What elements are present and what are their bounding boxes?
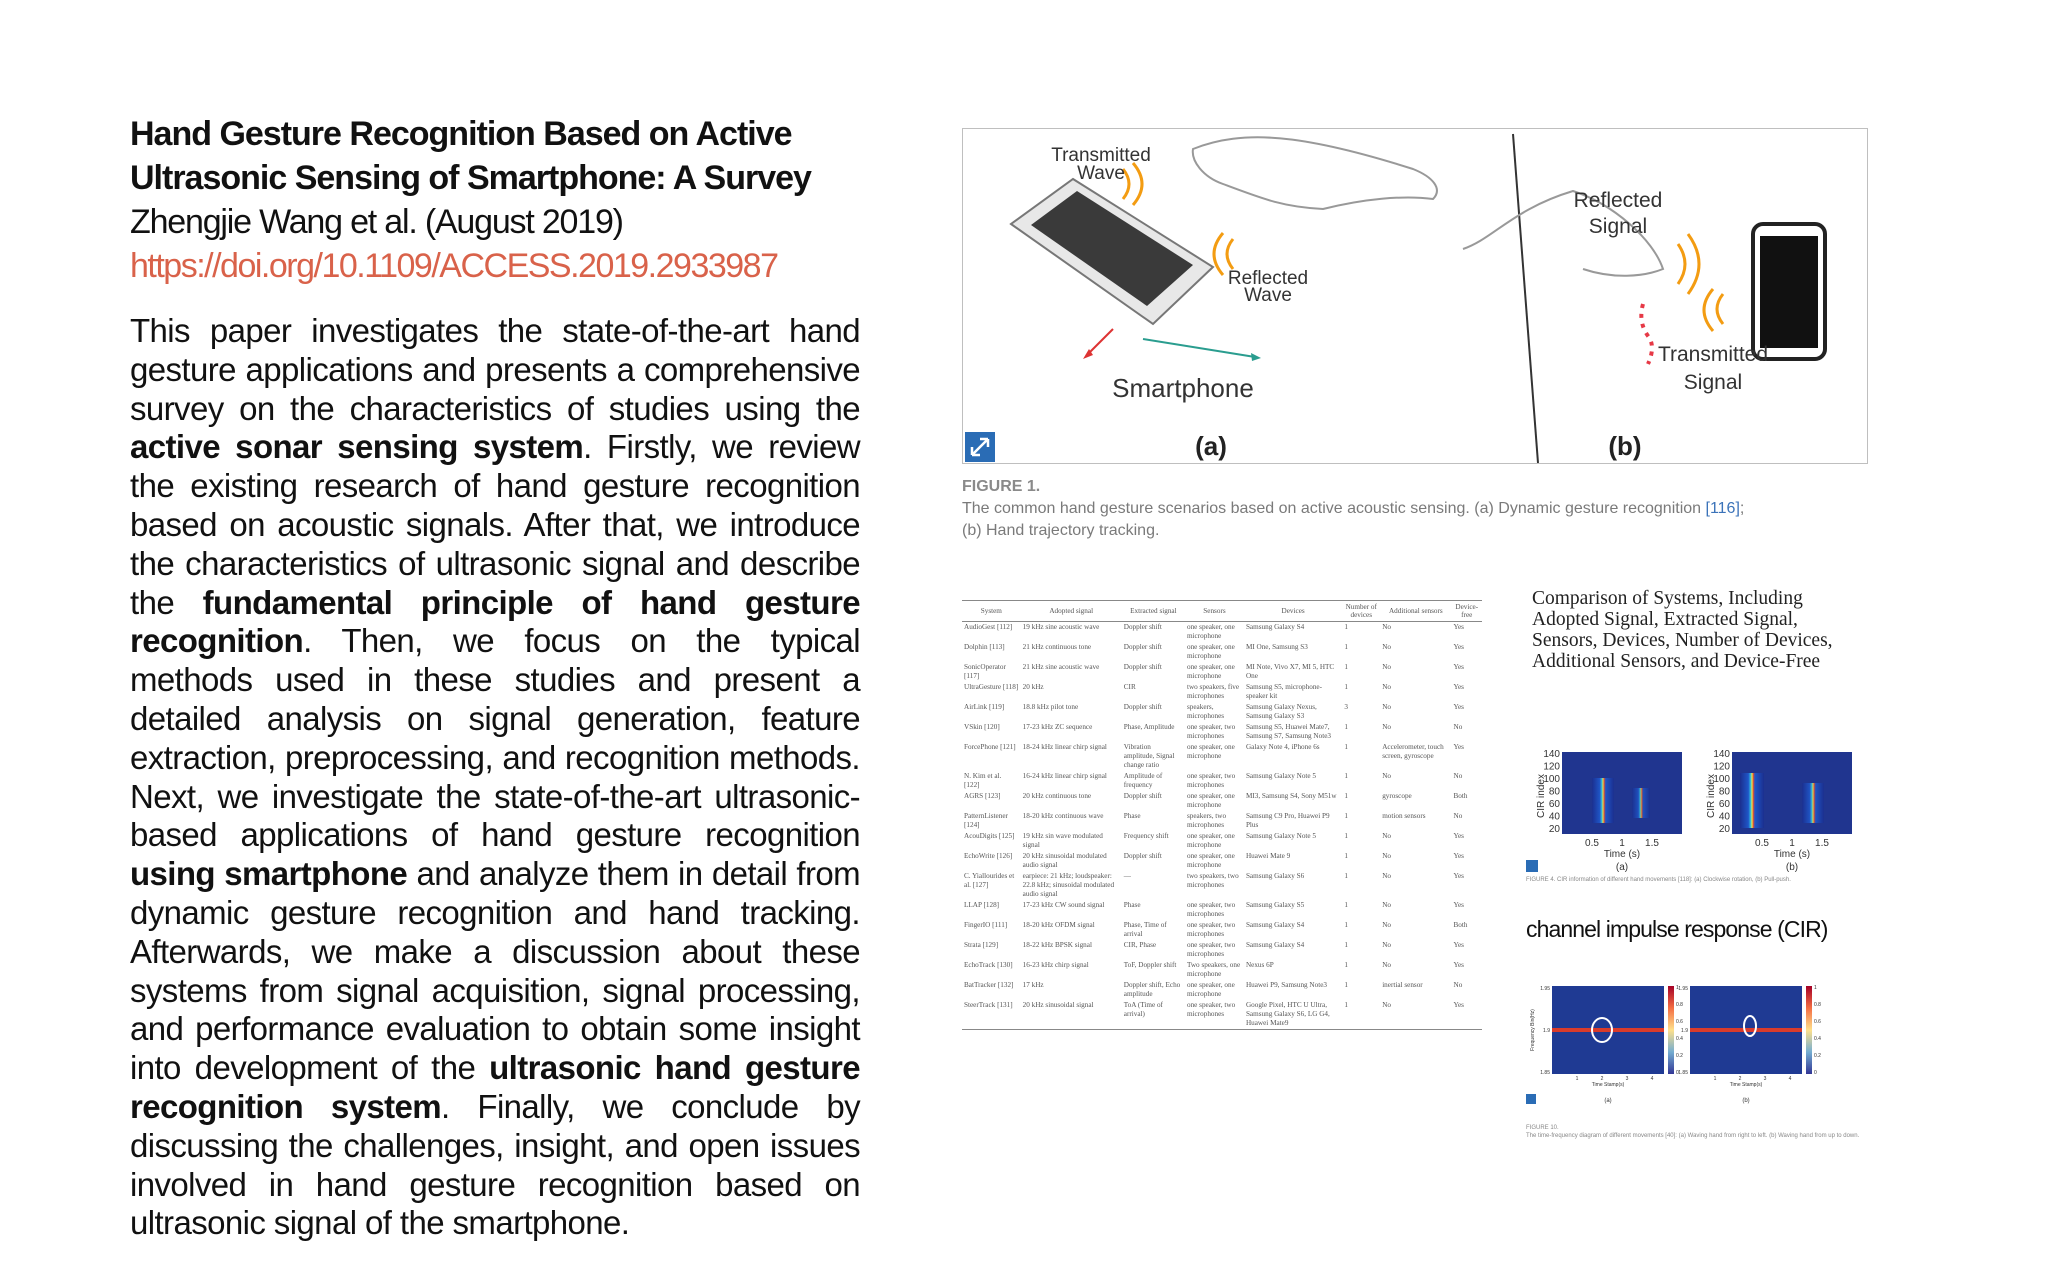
table-cell: PatternListener [124]	[964, 812, 1008, 829]
panel-label: (b)	[1742, 1098, 1750, 1104]
label-transmitted-wave: Transmitted	[1051, 145, 1151, 166]
label-transmitted-wave-2: Wave	[1077, 163, 1125, 184]
table-row	[962, 960, 1482, 980]
table-cell: ToA (Time of arrival)	[1122, 1000, 1185, 1030]
table-cell: Yes	[1453, 872, 1464, 880]
figure-1-caption-text: The common hand gesture scenarios based on active acoustic sensing. (a) Dynamic gesture recognition	[962, 500, 1706, 517]
y-tick-label: 120	[1713, 761, 1730, 773]
figure-10-caption-text: The time-frequency diagram of different movements [40]: (a) Waving hand from right to left. (b) Waving hand from up to down.	[1526, 1133, 1860, 1139]
figure-4-cir-heatmaps	[1522, 748, 1862, 898]
colorbar-tick-label: 0.6	[1814, 1019, 1821, 1025]
table-cell: Samsung Galaxy Note 5	[1245, 832, 1317, 840]
table-row	[962, 702, 1482, 722]
table-cell: Samsung S5, Huawei Mate7, Samsung S7, Samsung Note3	[1245, 723, 1331, 740]
x-tick-label: 2	[1600, 1076, 1604, 1082]
table-row	[962, 1000, 1482, 1030]
table-cell: 21 kHz continuous tone	[1022, 643, 1092, 651]
table-cell: 21 kHz sine acoustic wave	[1022, 663, 1100, 671]
y-tick-label: 100	[1543, 774, 1560, 785]
table-cell: Yes	[1453, 832, 1464, 840]
colorbar-tick-label: 1	[1814, 985, 1817, 991]
table-cell: Samsung Galaxy S5	[1245, 901, 1305, 909]
table-cell: 20 kHz	[1022, 683, 1044, 691]
table-cell: Samsung Galaxy S4	[1245, 623, 1305, 631]
table-cell: 16-23 kHz chirp signal	[1022, 961, 1089, 969]
table-cell: Samsung C9 Pro, Huawei P9 Plus	[1245, 812, 1330, 829]
table-cell: 18-20 kHz OFDM signal	[1022, 921, 1095, 929]
table-cell: Samsung Galaxy S6	[1245, 872, 1305, 880]
table-cell: Samsung Galaxy S4	[1245, 921, 1305, 929]
table-cell: 1	[1344, 663, 1348, 671]
table-cell: No	[1382, 723, 1391, 731]
table-cell: inertial sensor	[1382, 981, 1423, 989]
panel-b-label: (b)	[1608, 431, 1642, 461]
y-tick-label: 100	[1713, 774, 1730, 785]
table-cell: N. Kim et al. [122]	[964, 772, 1002, 789]
table-cell: Samsung Galaxy Nexus, Samsung Galaxy S3	[1245, 703, 1317, 720]
table-cell: Huawei Mate 9	[1245, 852, 1291, 860]
table-body	[962, 622, 1482, 1030]
table-cell: No	[1380, 1000, 1451, 1030]
upright-phone-illustration	[1753, 224, 1825, 359]
table-cell: one speaker, one microphone	[1186, 643, 1235, 660]
table-cell: one speaker, one microphone	[1186, 852, 1235, 869]
table-cell: 1	[1344, 921, 1348, 929]
table-cell: one speaker, two microphones	[1186, 941, 1236, 958]
table-cell: CIR	[1123, 683, 1136, 691]
table-cell: Doppler shift	[1123, 663, 1162, 671]
abstract-segment: and analyze them in detail from dynamic gesture recognition and hand tracking. Afterwards, we make a discussion about these systems from signal acquisition, signal processing, and performance evaluation to obtain some insight into development of the	[130, 855, 860, 1087]
label-smartphone: Smartphone	[1112, 373, 1254, 403]
colorbar-tick-label: 0	[1676, 1070, 1679, 1076]
abstract-highlight: ultrasonic hand gesture recognition system	[130, 1049, 860, 1125]
label-transmitted-signal-2: Signal	[1683, 371, 1743, 394]
table-cell: FingerIO [111]	[964, 921, 1008, 929]
table-cell: one speaker, two microphones	[1186, 772, 1236, 789]
x-tick-label: 4	[1788, 1076, 1792, 1082]
table-header-cell: Extracted signal	[1122, 601, 1185, 622]
table-cell: EchoTrack [130]	[964, 961, 1013, 969]
table-cell: 1	[1344, 981, 1348, 989]
table-cell: No	[1382, 643, 1391, 651]
table-cell: Phase	[1123, 812, 1141, 820]
expand-icon[interactable]	[1526, 860, 1538, 872]
y-axis-label: Frequency Bin(Hz)	[1530, 1009, 1536, 1051]
figure-1-caption	[962, 476, 1862, 542]
table-row	[962, 642, 1482, 662]
table-row	[962, 920, 1482, 940]
table-cell: 16-24 kHz linear chirp signal	[1022, 772, 1107, 780]
table-cell: LLAP [128]	[964, 901, 1000, 909]
figure-1-caption-tail: ;	[1739, 500, 1745, 517]
colorbar-tick-label: 0.4	[1814, 1036, 1821, 1042]
x-tick-label: 1	[1619, 838, 1625, 849]
abstract-segment: This paper investigates the state-of-the-art hand gesture applications and presents a comprehensive survey on the characteristics of studies using the	[130, 312, 860, 427]
abstract-highlight: active sonar sensing system	[130, 428, 584, 466]
table-row	[962, 771, 1482, 791]
table-cell: Yes	[1453, 961, 1464, 969]
y-tick-label: 1.95	[1540, 986, 1550, 992]
table-cell: Doppler shift	[1123, 623, 1162, 631]
x-tick-label: 1	[1789, 838, 1795, 849]
table-cell: 1	[1344, 792, 1348, 800]
x-tick-label: 4	[1650, 1076, 1654, 1082]
table-cell: Yes	[1453, 901, 1464, 909]
table-cell: one speaker, one microphone	[1186, 832, 1235, 849]
figure-1-label: FIGURE 1.	[962, 478, 1041, 495]
table-header-cell: Devices	[1244, 601, 1342, 622]
abstract-highlight: using smartphone	[130, 855, 408, 893]
figure-1-ref-link[interactable]: [116]	[1705, 500, 1740, 517]
table-cell: one speaker, two microphones	[1185, 1000, 1244, 1030]
table-cell: Yes	[1453, 643, 1464, 651]
table-cell: earpiece: 21 kHz; loudspeaker: 22.8 kHz; sinusoidal modulated audio signal	[1022, 872, 1115, 898]
table-cell: No	[1382, 921, 1391, 929]
table-cell: 1	[1344, 852, 1348, 860]
expand-icon[interactable]	[1526, 1094, 1536, 1104]
colorbar-tick-label: 0.8	[1676, 1002, 1683, 1008]
table-cell: No	[1453, 772, 1463, 780]
x-tick-label: 0.5	[1585, 838, 1599, 849]
x-tick-label: 2	[1738, 1076, 1742, 1082]
table-cell: 19 kHz sine acoustic wave	[1022, 623, 1100, 631]
doi-link[interactable]: https://doi.org/10.1109/ACCESS.2019.2933987	[130, 247, 778, 285]
table-cell: Samsung S5, microphone-speaker kit	[1245, 683, 1322, 700]
table-cell: Doppler shift	[1123, 703, 1162, 711]
comparison-table	[962, 600, 1482, 1030]
x-axis-label: Time (s)	[1773, 849, 1811, 860]
table-row	[962, 742, 1482, 771]
table-cell: SonicOperator [117]	[964, 663, 1006, 680]
x-tick-label: 1	[1575, 1076, 1579, 1082]
table-header-cell: Additional sensors	[1380, 601, 1451, 622]
table-cell: 17 kHz	[1022, 981, 1044, 989]
label-reflected-wave: Reflected	[1227, 268, 1309, 289]
table-cell: 1	[1344, 772, 1348, 780]
table-row	[962, 980, 1482, 1000]
table-cell: one speaker, one microphone	[1186, 743, 1235, 760]
abstract-segment: . Firstly, we review the existing research of hand gesture recognition based on acoustic signals. After that, we introduce the characteristics of ultrasonic signal and describe the	[130, 428, 861, 621]
y-axis-label: CIR index	[1536, 774, 1547, 818]
colorbar-tick-label: 0	[1814, 1070, 1817, 1076]
colorbar-tick-label: 0.4	[1676, 1036, 1683, 1042]
panel-label: (a)	[1604, 1098, 1612, 1104]
table-header-cell: Number of devices	[1342, 601, 1380, 622]
table-cell: EchoWrite [126]	[964, 852, 1013, 860]
table-cell: Amplitude of frequency	[1123, 772, 1163, 789]
table-cell: —	[1123, 872, 1131, 880]
table-cell: AirLink [119]	[964, 703, 1005, 711]
colorbar-tick-label: 0.2	[1814, 1053, 1821, 1059]
y-tick-label: 1.9	[1681, 1028, 1688, 1034]
table-cell: No	[1453, 723, 1463, 731]
table-cell: Yes	[1453, 941, 1464, 949]
table-cell: speakers, microphones	[1186, 703, 1225, 720]
table-cell: 1	[1344, 961, 1348, 969]
table-cell: 17-23 kHz ZC sequence	[1022, 723, 1093, 731]
table-cell: 1	[1344, 941, 1348, 949]
table-cell: 20 kHz continuous tone	[1022, 792, 1092, 800]
table-row	[962, 900, 1482, 920]
label-reflected-signal-2: Signal	[1588, 215, 1648, 238]
colorbar-tick-label: 1	[1676, 985, 1679, 991]
table-cell: SteerTrack [131]	[962, 1000, 1021, 1030]
panel-a-label: (a)	[1195, 431, 1227, 461]
table-cell: 18-24 kHz linear chirp signal	[1022, 743, 1107, 751]
table-cell: Samsung Galaxy S4	[1245, 941, 1305, 949]
table-cell: MI One, Samsung S3	[1245, 643, 1308, 651]
y-tick-label: 120	[1543, 761, 1560, 773]
table-cell: one speaker, two microphones	[1186, 723, 1236, 740]
figure-10-panel-a	[1530, 985, 1683, 1104]
table-cell: Both	[1453, 921, 1468, 929]
y-tick-label: 60	[1718, 799, 1730, 810]
y-tick-label: 40	[1718, 811, 1730, 823]
table-cell: No	[1382, 872, 1391, 880]
y-tick-label: 40	[1548, 811, 1560, 823]
table-cell: 1	[1344, 623, 1348, 631]
table-cell: No	[1382, 623, 1391, 631]
table-cell: Yes	[1453, 683, 1464, 691]
table-cell: motion sensors	[1382, 812, 1426, 820]
x-tick-label: 1.5	[1815, 838, 1829, 849]
table-cell: Doppler shift	[1123, 643, 1162, 651]
x-tick-label: 3	[1625, 1076, 1629, 1082]
table-cell: No	[1382, 852, 1391, 860]
table-caption: Comparison of Systems, Including Adopted Signal, Extracted Signal, Sensors, Devices, Number of Devices, Additional Sensors, and Device-Free	[1532, 588, 1833, 672]
x-tick-label: 0.5	[1755, 838, 1769, 849]
table-cell: 17-23 kHz CW sound signal	[1022, 901, 1105, 909]
table-cell: one speaker, one microphone	[1186, 623, 1235, 640]
y-tick-label: 60	[1548, 799, 1560, 810]
expand-icon[interactable]	[965, 432, 995, 462]
table-cell: 18.8 kHz pilot tone	[1022, 703, 1079, 711]
table-cell: one speaker, two microphones	[1186, 901, 1236, 918]
x-axis-label: Time Stamp(s)	[1591, 1082, 1625, 1088]
figure-1-illustration	[963, 129, 1867, 463]
x-axis-label: Time (s)	[1603, 849, 1641, 860]
paper-summary	[130, 112, 860, 1243]
table-cell: AudioGest [112]	[964, 623, 1013, 631]
table-header-cell: Adopted signal	[1021, 601, 1122, 622]
colorbar-tick-label: 0.2	[1676, 1053, 1683, 1059]
y-tick-label: 1.85	[1678, 1070, 1688, 1076]
table-row	[962, 831, 1482, 851]
table-cell: Both	[1453, 792, 1468, 800]
table-cell: Yes	[1453, 703, 1464, 711]
table-cell: VSkin [120]	[964, 723, 1000, 731]
y-tick-label: 20	[1548, 824, 1560, 835]
figure-10-panel-b	[1678, 985, 1821, 1104]
table-cell: Google Pixel, HTC U Ultra, Samsung Galaxy S6, LG G4, Huawei Mate9	[1244, 1000, 1342, 1030]
label-reflected-signal: Reflected	[1573, 189, 1663, 212]
table-cell: 1	[1344, 901, 1348, 909]
table-cell: one speaker, one microphone	[1186, 792, 1235, 809]
table-cell: C. Yiallourides et al. [127]	[964, 872, 1015, 889]
table-cell: No	[1382, 663, 1391, 671]
table-cell: Yes	[1453, 852, 1464, 860]
label-transmitted-signal: Transmitted	[1657, 343, 1769, 366]
panel-label: (b)	[1785, 862, 1799, 873]
table-cell: No	[1382, 703, 1391, 711]
y-tick-label: 20	[1718, 824, 1730, 835]
table-cell: 19 kHz sin wave modulated signal	[1022, 832, 1103, 849]
table-cell: AGRS [123]	[964, 792, 1001, 800]
table-cell: Two speakers, one microphone	[1186, 961, 1241, 978]
y-tick-label: 140	[1543, 749, 1560, 760]
table-row	[962, 940, 1482, 960]
table-row	[962, 811, 1482, 831]
table-header-cell: System	[962, 601, 1021, 622]
table-cell: 1	[1344, 683, 1348, 691]
table-cell: Nexus 6P	[1245, 961, 1274, 969]
table-header-cell: Sensors	[1185, 601, 1244, 622]
table-cell: No	[1382, 901, 1391, 909]
table-cell: Yes	[1453, 743, 1464, 751]
figure-10-caption	[1526, 1124, 1866, 1140]
figure-4-panel-a	[1536, 749, 1682, 873]
y-tick-label: 80	[1718, 786, 1730, 798]
panel-label: (a)	[1615, 862, 1629, 873]
table-cell: 20 kHz sinusoidal modulated audio signal	[1022, 852, 1107, 869]
table-cell: one speaker, two microphones	[1186, 921, 1236, 938]
table-cell: 1	[1344, 723, 1348, 731]
table-cell: 1	[1344, 832, 1348, 840]
figure-1-caption-line2: (b) Hand trajectory tracking.	[962, 522, 1160, 539]
table-cell: 1	[1344, 872, 1348, 880]
label-reflected-wave-2: Wave	[1244, 285, 1292, 306]
table-cell: ToF, Doppler shift	[1123, 961, 1177, 969]
table-cell: two speakers, two microphones	[1186, 872, 1239, 889]
table-cell: Yes	[1452, 1000, 1483, 1030]
table-cell: Doppler shift	[1123, 852, 1162, 860]
figure-10-label: FIGURE 10.	[1526, 1125, 1559, 1131]
table-cell: Yes	[1453, 623, 1464, 631]
table-cell: No	[1453, 981, 1463, 989]
table-cell: AcouDigits [125]	[964, 832, 1015, 840]
table-cell: ForcePhone [121]	[964, 743, 1016, 751]
table-cell: 20 kHz sinusoidal signal	[1021, 1000, 1122, 1030]
table-cell: BatTracker [132]	[964, 981, 1014, 989]
table-cell: 1	[1344, 643, 1348, 651]
smartphone-illustration	[1011, 179, 1213, 324]
table-cell: 3	[1344, 703, 1348, 711]
table-row	[962, 851, 1482, 871]
x-tick-label: 3	[1763, 1076, 1767, 1082]
table-cell: Yes	[1453, 663, 1464, 671]
table-cell: one speaker, one microphone	[1186, 981, 1235, 998]
y-axis-label: CIR index	[1706, 774, 1717, 818]
table-cell: No	[1453, 812, 1463, 820]
figure-4-caption: FIGURE 4. CIR information of different hand movements [118]: (a) Clockwise rotation, (b) Pull-push.	[1526, 877, 1791, 883]
paper-title: Hand Gesture Recognition Based on Active Ultrasonic Sensing of Smartphone: A Survey	[130, 115, 811, 197]
y-tick-label: 1.9	[1543, 1028, 1550, 1034]
table-cell: Samsung Galaxy Note 5	[1245, 772, 1317, 780]
table-row	[962, 791, 1482, 811]
figure-1	[962, 128, 1868, 464]
table-cell: gyroscope	[1382, 792, 1412, 800]
table-cell: No	[1382, 832, 1391, 840]
table-cell: Dolphin [113]	[964, 643, 1005, 651]
table-cell: MI3, Samsung S4, Sony M51w	[1245, 792, 1337, 800]
table-cell: Accelerometer, touch screen, gyroscope	[1382, 743, 1444, 760]
table-row	[962, 871, 1482, 900]
table-cell: No	[1382, 683, 1391, 691]
table-cell: MI Note, Vivo X7, MI 5, HTC One	[1245, 663, 1335, 680]
table-cell: Phase, Amplitude	[1123, 723, 1175, 731]
table-cell: one speaker, one microphone	[1186, 663, 1235, 680]
table-cell: Doppler shift, Echo amplitude	[1123, 981, 1181, 998]
paper-authors: Zhengjie Wang et al. (August 2019)	[130, 203, 623, 241]
table-cell: No	[1382, 772, 1391, 780]
table-cell: 1	[1344, 812, 1348, 820]
x-tick-label: 1.5	[1645, 838, 1659, 849]
figure-4-panel-b	[1706, 749, 1852, 873]
paper-heading	[130, 112, 860, 244]
table-cell: two speakers, five microphones	[1186, 683, 1240, 700]
table-row	[962, 622, 1482, 643]
table-cell: 18-22 kHz BPSK signal	[1022, 941, 1092, 949]
abstract-highlight: fundamental principle of hand gesture recognition	[130, 583, 860, 660]
table-cell: 1	[1342, 1000, 1380, 1030]
table-cell: CIR, Phase	[1123, 941, 1157, 949]
table-cell: 1	[1344, 743, 1348, 751]
y-tick-label: 80	[1548, 786, 1560, 798]
cir-label: channel impulse response (CIR)	[1526, 916, 1828, 942]
y-tick-label: 1.85	[1540, 1070, 1550, 1076]
table-cell: Frequency shift	[1123, 832, 1169, 840]
table-cell: Strata [129]	[964, 941, 999, 949]
abstract-segment: . Then, we focus on the typical methods used in these studies and present a detailed analysis on signal generation, feature extraction, preprocessing, and recognition methods. Next, we investigate the state-of-the-art ultrasonic-based applications of hand gesture recognition	[130, 622, 860, 854]
y-tick-label: 140	[1713, 749, 1730, 760]
table-cell: Phase	[1123, 901, 1141, 909]
abstract-text	[130, 312, 860, 1243]
y-tick-label: 1.95	[1678, 986, 1688, 992]
figure-10-time-frequency	[1522, 976, 1862, 1128]
hand-illustration	[1193, 137, 1437, 209]
table-row	[962, 662, 1482, 682]
abstract-segment: . Finally, we conclude by discussing the challenges, insight, and open issues involved in hand gesture recognition based on ultrasonic signal of the smartphone.	[130, 1087, 860, 1242]
table-cell: Doppler shift	[1123, 792, 1162, 800]
table-cell: speakers, two microphones	[1186, 812, 1227, 829]
colorbar-tick-label: 0.8	[1814, 1002, 1821, 1008]
table-cell: Phase, Time of arrival	[1123, 921, 1167, 938]
table-header-row	[962, 601, 1482, 622]
table-row	[962, 722, 1482, 742]
table-cell: No	[1382, 961, 1391, 969]
x-axis-label: Time Stamp(s)	[1729, 1082, 1763, 1088]
table-cell: 18-20 kHz continuous wave	[1022, 812, 1104, 820]
x-tick-label: 1	[1713, 1076, 1717, 1082]
table-cell: No	[1382, 941, 1391, 949]
table-row	[962, 682, 1482, 702]
table-cell: UltraGesture [118]	[964, 683, 1019, 691]
table-header-cell: Device-free	[1452, 601, 1483, 622]
table-cell: Huawei P9, Samsung Note3	[1245, 981, 1327, 989]
table-cell: Galaxy Note 4, iPhone 6s	[1245, 743, 1320, 751]
colorbar-tick-label: 0.6	[1676, 1019, 1683, 1025]
table-cell: Vibration amplitude, Signal change ratio	[1123, 743, 1175, 769]
